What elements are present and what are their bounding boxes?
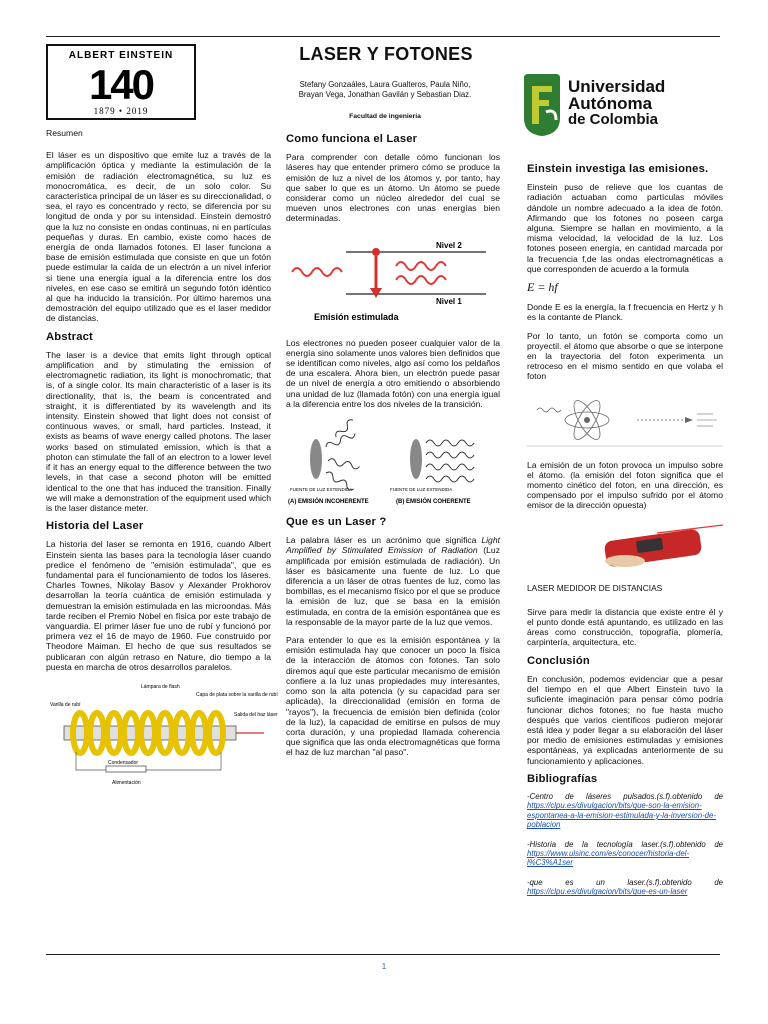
conclusion-text: En conclusión, podemos evidenciar que a pesar del tiempo en el que Albert Einstein tuvo la suficiente imaginación para pensar cómo podría funcionar dichos fotones; no fue hasta mucho después que varios científicos pudieron mejorar está idea y poder llegar a su elaboración del láser por medio de emisiones estimuladas y emisiones espontáneas, ya explicadas anteriormente de su funcionamiento y aplicaciones.	[527, 673, 723, 766]
column-2	[286, 130, 500, 766]
reference-1	[527, 792, 723, 830]
logo-einstein-name: ALBERT EINSTEIN	[68, 50, 174, 61]
coherent-waves	[426, 440, 474, 482]
logo-einstein-years: 1879 • 2019	[93, 106, 149, 116]
ruby-label-mirror: Capa de plata sobre la varilla de rubí	[196, 691, 278, 698]
faculty: Facultad de ingeniería	[349, 113, 421, 120]
abstract-text: The laser is a device that emits light through optical amplification and by stimulating the emission of electromagnetic radiation, its light is monochromatic, that is, of a single color. Its main characteristic of a laser is its directionality, that is, the beam is concentrated and straight, it is differentiated by its wavelength and its intensity. Einstein showed that light does not consist of continuous waves, or small, hard particles. Instead, it exists as beams of wave energy called photons. The laser works based on stimulated emission, which is that a photon can stimulate the fall of an electron to a lower level if it has an energy equal to the difference between the two levels, in that case a second photon will be emitted identical to the one that has induced the transition. Finally we will make a demonstration of the equipment used which is the laser distance meter.	[46, 349, 271, 513]
reference-3	[527, 878, 723, 897]
historia-heading: Historia del Laser	[46, 520, 144, 533]
emitted-photon-wave-1	[396, 262, 446, 270]
laser-distance-meter-image	[527, 519, 723, 575]
que-text-acronym: Light Amplified by Stimulated Emission of Radiation	[286, 535, 500, 556]
que-text-before: La palabra láser es un acrónimo que significa	[286, 535, 482, 546]
biblio-heading: Bibliografías	[527, 772, 598, 785]
device-caption: LASER MEDIDOR DE DISTANCIAS	[527, 582, 663, 593]
column-1	[46, 128, 278, 788]
top-rule	[46, 36, 720, 37]
impulso-text: La emisión de un foton provoca un impulso sobre el átomo. (la emisión del foton significa que el momento cinético del foton, en una dirección, es compensado por el impulso sufrido por el átomo emisor de la dirección opuesta)	[527, 459, 723, 511]
que-text	[286, 535, 500, 627]
ruby-label-capacitor: Condensador	[108, 759, 139, 766]
que-heading: Que es un Laser ?	[286, 516, 387, 529]
reference-3-text: -que es un laser.(s.f).obtenido de	[527, 877, 723, 887]
reference-2	[527, 840, 723, 868]
entender-text: Para entender lo que es la emisión espontánea y la emisión estimulada hay que conocer un poco la física de la interacción de átomos con fotones. Tan solo diremos aquí que este particular mecanismo de emisión confiere a la luz unas propiedades muy interesantes, como son la alta potencia (y su capacidad para ser aplicada), la direccionalidad (emisión en forma de "rayos"), la frecuencia de emisión bien definida (color de la luz), la capacidad de emitirse en pulsos de muy corta duración, y una propiedad llamada coherencia que significa que las onda electromagnéticas que forma el haz de luz marchan "al paso".	[286, 635, 500, 758]
bottom-rule	[46, 954, 720, 955]
incoming-photon-wave	[292, 268, 342, 276]
stimulated-emission-figure	[286, 232, 500, 324]
conclusion-heading: Conclusión	[527, 654, 590, 667]
university-shield-icon	[524, 74, 560, 136]
historia-text: La historia del laser se remonta en 1916, cuando Albert Einstein sienta las bases para la tecnología láser cuando predice el fenómeno de "emisión estimulada", que es fundamental para el funcionamiento de todos los láseres. Charles Townes, Nikolay Basov y Alexander Prokhorov desarrollan la teoría cuántica de emisión estimulada y demuestran la emisión estimulada en las microondas. Más tarde reciben el Premio Nobel en física por este trabajo de vanguardia. El primer láser fue uno de rubí y funcionó por primera vez el 16 de mayo de 1960. Fue construido por Theodore Maiman. El hecho de que sus resultados se publicaran con algún retraso en Nature, dio tiempo a la puesta en marcha de otros desarrollos paralelos.	[46, 539, 271, 672]
ruby-label-exit: Salida del haz láser	[234, 711, 278, 718]
einstein-140-logo	[46, 44, 196, 120]
einstein-heading: Einstein investiga las emisiones.	[527, 163, 709, 175]
caption-incoherent: (A) EMISIÓN INCOHERENTE	[288, 499, 369, 506]
reference-1-link[interactable]: https://clpu.es/divulgacion/bits/que-son-la-emision-espontanea-a-la-emision-estimulada-y-la-inversion-de-poblacion	[527, 801, 716, 830]
ruby-label-power: Alimentación	[112, 779, 141, 786]
paper-title: LASER Y FOTONES	[299, 44, 473, 64]
ruby-laser-figure	[46, 680, 278, 788]
reference-3-link[interactable]: https://clpu.es/divulgacion/bits/que-es-un-laser	[527, 887, 688, 897]
university-name-line1: Universidad	[568, 77, 666, 96]
foton-text: Por lo tanto, un fotón se comporta como un proyectil. el átomo que absorbe o que se interpone en la trayectoria del foton experimenta un retroceso en el mismo sentido en que volaba el foton	[527, 330, 723, 382]
incoherent-waves	[325, 418, 361, 492]
formula: E = hf	[527, 280, 558, 295]
reference-2-text: -Historia de la tecnología laser.(s.f).obtenido de	[527, 839, 723, 849]
source-b	[410, 439, 422, 479]
logo-einstein-number: 140	[88, 61, 154, 108]
hand-shape	[605, 555, 645, 567]
einstein-text: Einstein puso de relieve que los cuantas de radiación actuaban como partículas móviles dándole un nombre adecuado a la idea de fotón. Afirmando que los fotones no poseen carga alguna. Siempre se hallan en movimiento, a la misma velocidad, la velocidad de la luz. Los fotones poseen energía, en cantidad marcada por la frecuencia f,de las ondas electromagnéticas a que corresponden de acuerdo a la formula	[527, 182, 723, 274]
university-logo	[522, 72, 712, 138]
authors: Stefany Gonzaáles, Laura Gualteros, Paula Niño, Brayan Vega, Jonathan Gavilán y Sebastian Diaz.	[298, 80, 472, 100]
atom-recoil-figure	[527, 390, 723, 450]
capacitor-symbol	[106, 766, 146, 772]
university-name-line3: de Colombia	[568, 111, 659, 128]
emision-estimulada-caption: Emisión estimulada	[314, 311, 399, 322]
caption-coherent: (B) EMISIÓN COHERENTE	[396, 499, 471, 506]
donde-text: Donde E es la energía, la f frecuencia en Hertz y h es la contante de Planck.	[527, 302, 723, 323]
como-heading: Como funciona el Laser	[286, 133, 418, 145]
source-a	[310, 439, 322, 479]
electrones-text: Los electrones no pueden poseer cualquier valor de la energía sino solamente unos valores bien definidos que se identifican como niveles, algo así como los peldaños de una escalera. Ahora bien, un electrón puede pasar de un nivel de energía a otro emitiendo o absorbiendo una unidad de luz (llamada fotón) con una energía igual a la diferencia entre los dos niveles de la transición.	[286, 337, 500, 409]
resumen-label: Resumen	[46, 128, 83, 138]
source-a-label: FUENTE DE LUZ EXTENDIDA	[290, 487, 353, 493]
electron-dot	[372, 248, 380, 256]
nivel-1-label: Nivel 1	[436, 296, 462, 306]
que-text-after: (Luz amplificada por emisión estimulada de radiación). Un láser es básicamente una fuente de luz. Lo que diferencia a un láser de otras fuentes de luz, como las bombillas, es el mecanismo físico por el que se produce la emisión de luz, que se basa en la emisión estimulada, en contra de la emisión espontánea que es la responsable de la mayor parte de la luz que vemos.	[286, 545, 500, 627]
sirve-text: Sirve para medir la distancia que existe entre él y el punto donde está apuntando, es utilizado en las áreas como construcción, topografía, plomería, carpintería, arquitectura, etc.	[527, 606, 723, 648]
reference-1-text: -Centro de láseres pulsados.(s.f).obtenido de	[527, 791, 723, 801]
reference-2-link[interactable]: https://www.ulsinc.com/es/conocer/historia-del-l%C3%A1ser	[527, 848, 690, 868]
emitted-photon-wave-2	[396, 276, 446, 284]
ruby-label-rod: Varilla de rubí	[50, 701, 81, 708]
ruby-label-flash: Lámpara de flash	[141, 683, 180, 690]
university-name-line2: Autónoma	[568, 94, 653, 113]
transition-arrowhead	[370, 288, 382, 298]
nivel-2-label: Nivel 2	[436, 240, 462, 250]
page-number: 1	[381, 962, 387, 971]
como-text: Para comprender con detalle cómo funcionan los láseres hay que entender primero cómo se produce la emisión de luz a nivel de los átomos y, por tanto, hay que saber lo que es un átomo. Un átomo se puede considerar como un núcleo alrededor del cual se mueven unos electrones con unas energías bien determinadas.	[286, 152, 500, 224]
resumen-text: El láser es un dispositivo que emite luz a través de la amplificación óptica y mediante la estimulación de la emisión de radiación electromagnética, su luz es monocromática, es decir, de un solo color. Su característica principal de un láser es su direccionalidad, o sea, el rayo es concentrado y recto, se diferencia por su longitud de onda y por su intensidad. Einstein demostró que la luz no consiste en ondas continuas, ni en partículas pequeñas y duras. En cambio, existe como haces de energía de onda llamados fotones. El laser funciona a base de emisión estimulada que consiste en que un fotón puede estimular la caída de un electrón a un nivel inferior si tiene una energía igual a la diferencia entre los dos niveles, en ese caso se emitirá un segundo fotón idéntico al que ha inducido la transición. Por último haremos una demostración del equipo utilizado que es el laser medidor de distancias.	[46, 150, 271, 324]
source-b-label: FUENTE DE LUZ EXTENDIDA	[390, 487, 453, 493]
coherence-figure	[286, 417, 500, 507]
abstract-heading: Abstract	[46, 330, 93, 343]
column-3	[527, 160, 723, 907]
